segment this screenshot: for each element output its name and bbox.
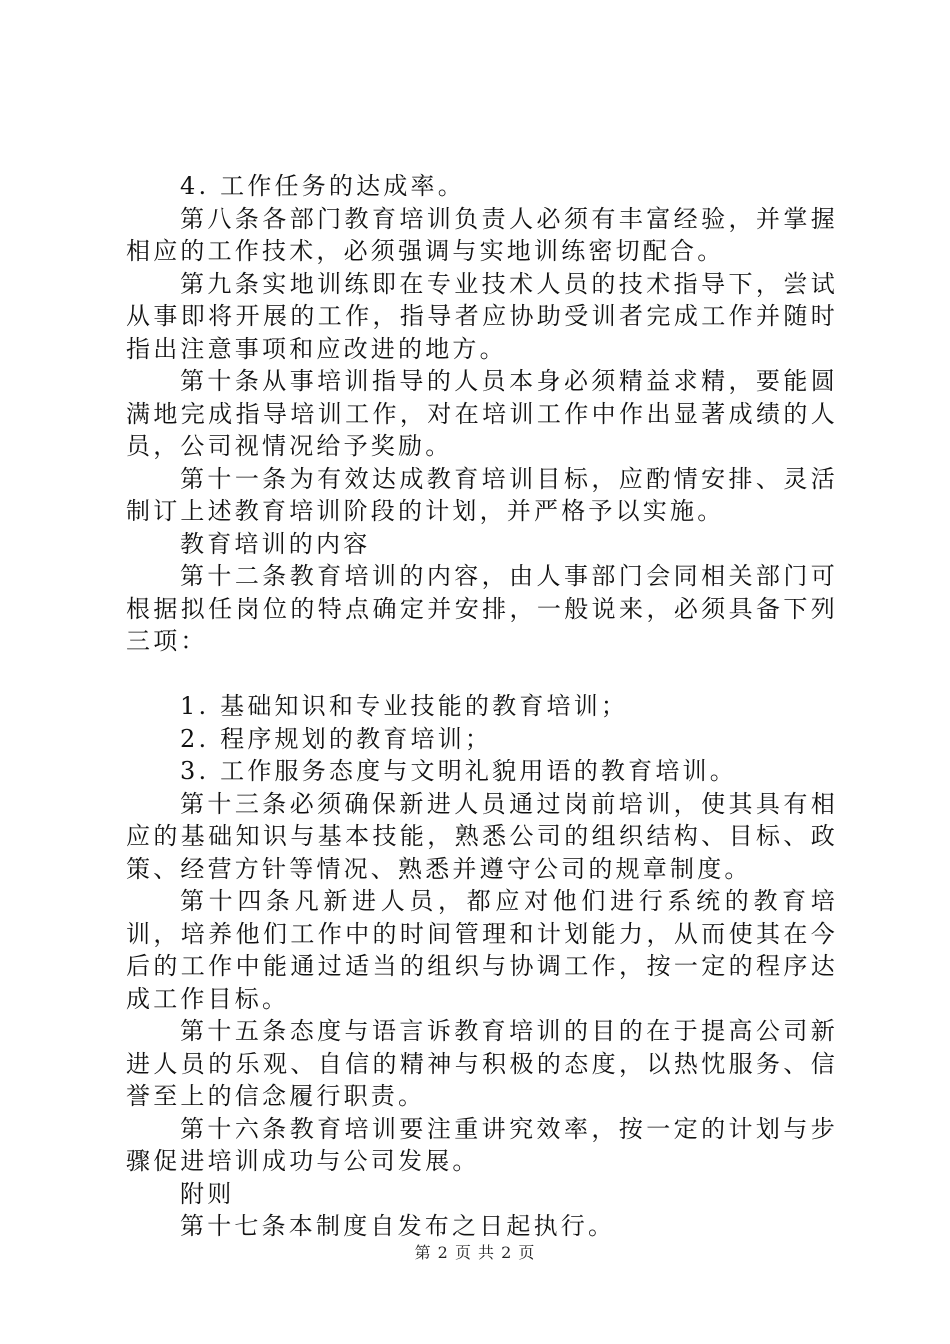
article-14: 第十四条凡新进人员，都应对他们进行系统的教育培训，培养他们工作中的时间管理和计划能力，从而使其在今后的工作中能通过适当的组织与协调工作，按一定的程序达成工作目标。 — [126, 887, 838, 1013]
page-footer: 第 2 页 共 2 页 — [414, 1243, 536, 1262]
list-item-3: 3. 工作服务态度与文明礼貌用语的教育培训。 — [180, 757, 737, 785]
list-item-1: 1. 基础知识和专业技能的教育培训； — [180, 692, 629, 720]
article-15: 第十五条态度与语言诉教育培训的目的在于提高公司新进人员的乐观、自信的精神与积极的态度，以热忱服务、信誉至上的信念履行职责。 — [126, 1017, 838, 1110]
article-12: 第十二条教育培训的内容，由人事部门会同相关部门可根据拟任岗位的特点确定并安排，一般说来，必须具备下列三项： — [126, 562, 838, 655]
section-heading-supplementary: 附则 — [180, 1179, 235, 1208]
article-13: 第十三条必须确保新进人员通过岗前培训，使其具有相应的基础知识与基本技能，熟悉公司的组织结构、目标、政策、经营方针等情况、熟悉并遵守公司的规章制度。 — [126, 789, 838, 883]
article-16: 第十六条教育培训要注重讲究效率，按一定的计划与步骤促进培训成功与公司发展。 — [126, 1114, 838, 1175]
list-item-4: 4. 工作任务的达成率。 — [180, 172, 465, 200]
article-10: 第十条从事培训指导的人员本身必须精益求精，要能圆满地完成指导培训工作，对在培训工作中作出显著成绩的人员，公司视情况给予奖励。 — [126, 367, 838, 460]
article-17: 第十七条本制度自发布之日起执行。 — [180, 1212, 616, 1240]
article-8: 第八条各部门教育培训负责人必须有丰富经验，并掌握相应的工作技术，必须强调与实地训练密切配合。 — [126, 204, 838, 265]
document-body — [126, 170, 838, 1243]
article-9: 第九条实地训练即在专业技术人员的技术指导下，尝试从事即将开展的工作，指导者应协助受训者完成工作并随时指出注意事项和应改进的地方。 — [126, 269, 838, 363]
article-11: 第十一条为有效达成教育培训目标，应酌情安排、灵活制订上述教育培训阶段的计划，并严格予以实施。 — [126, 464, 838, 525]
blank-line — [126, 658, 838, 691]
list-item-2: 2. 程序规划的教育培训； — [180, 724, 493, 753]
section-heading-content: 教育培训的内容 — [180, 529, 371, 558]
